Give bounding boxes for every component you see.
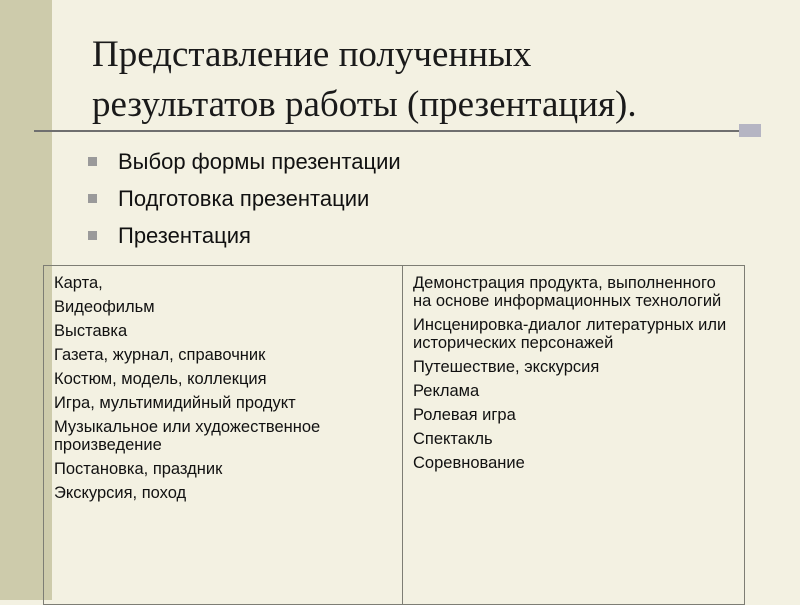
bullet-item [86,180,401,217]
table-row [44,266,745,605]
table-cell-left [44,266,403,605]
list-item: Игра, мультимидийный продукт [54,394,296,412]
title-line-2: результатов работы (презентация). [92,84,637,125]
list-item: Газета, журнал, справочник [54,346,266,364]
list-item: Спектакль [413,430,493,448]
presentation-forms-table [43,265,745,605]
bullet-text: Выбор формы презентации [118,149,401,174]
bullet-text: Подготовка презентации [118,186,370,211]
bullet-list [86,143,401,254]
slide-title [92,30,772,130]
square-bullet-icon [88,157,97,166]
list-item: Инсценировка-диалог литературных или исторических персонажей [413,316,727,352]
list-item: Путешествие, экскурсия [413,358,600,376]
list-item: Выставка [54,322,128,340]
title-divider-accent [739,124,761,137]
list-item: Демонстрация продукта, выполненного на основе информационных технологий [413,274,722,310]
square-bullet-icon [88,194,97,203]
list-item: Карта, [54,274,103,292]
list-item: Соревнование [413,454,525,472]
list-item: Реклама [413,382,480,400]
title-divider [34,130,739,132]
list-item: Костюм, модель, коллекция [54,370,267,388]
bullet-item [86,217,401,254]
square-bullet-icon [88,231,97,240]
list-item: Ролевая игра [413,406,516,424]
bullet-text: Презентация [118,223,251,248]
title-line-1: Представление полученных [92,34,532,75]
list-item: Музыкальное или художественное произведение [54,418,321,454]
list-item: Экскурсия, поход [54,484,187,502]
list-item: Постановка, праздник [54,460,223,478]
table-cell-right [403,266,745,605]
list-item: Видеофильм [54,298,155,316]
bullet-item [86,143,401,180]
